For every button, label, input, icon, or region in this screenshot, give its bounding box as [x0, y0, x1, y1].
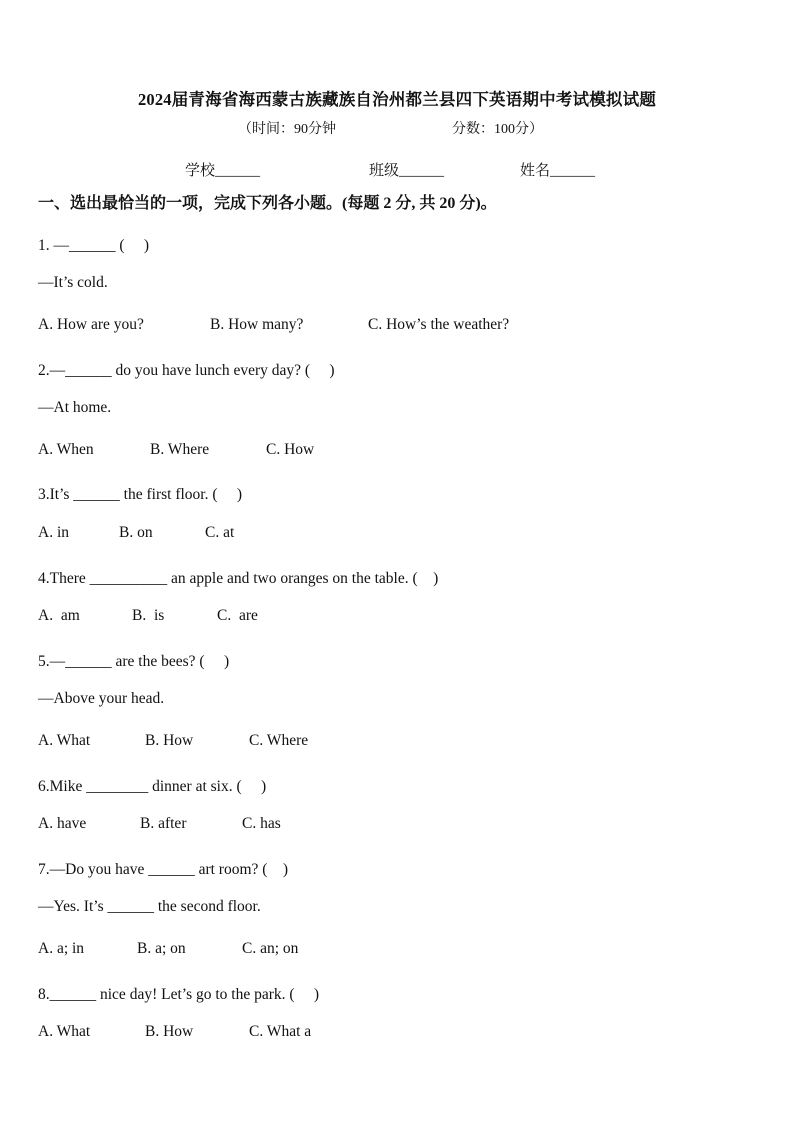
exam-time: （时间：90分钟	[238, 122, 336, 137]
question-2-stem: 2.—______ do you have lunch every day? ( )	[38, 362, 335, 379]
question-7-option-a: A. a; in	[38, 940, 85, 957]
school-field: 学校______	[185, 163, 261, 179]
question-8-option-a: A. What	[38, 1023, 91, 1040]
question-7-option-c: C. an; on	[242, 940, 299, 957]
question-5-option-b: B. How	[145, 732, 194, 749]
question-8-option-b: B. How	[145, 1023, 194, 1040]
question-7-answer-line: —Yes. It’s ______ the second floor.	[38, 898, 261, 915]
question-1-option-b: B. How many?	[210, 316, 304, 333]
question-5-option-a: A. What	[38, 732, 91, 749]
question-2-option-b: B. Where	[150, 441, 210, 458]
question-7-option-b: B. a; on	[137, 940, 186, 957]
exam-score: 分数：100分）	[452, 122, 543, 137]
question-1-stem: 1. —______ ( )	[38, 237, 150, 254]
question-4-stem: 4.There __________ an apple and two oranges on the table. ( )	[38, 570, 439, 587]
question-7-stem: 7.—Do you have ______ art room? ( )	[38, 861, 289, 878]
question-6-option-c: C. has	[242, 815, 281, 832]
question-2-answer-line: —At home.	[38, 399, 112, 416]
question-1-answer-line: —It’s cold.	[38, 274, 108, 291]
question-3-option-a: A. in	[38, 524, 69, 541]
question-6-option-b: B. after	[140, 815, 187, 832]
question-5-option-c: C. Where	[249, 732, 309, 749]
exam-title: 2024届青海省海西蒙古族藏族自治州都兰县四下英语期中考试模拟试题	[137, 90, 657, 109]
question-4-option-a: A. am	[38, 607, 80, 624]
question-2-option-a: A. When	[38, 441, 94, 458]
question-1-option-c: C. How’s the weather?	[368, 316, 510, 333]
question-3-option-c: C. at	[205, 524, 235, 541]
section-title: 一、选出最恰当的一项，完成下列各小题。(每题 2 分, 共 20 分)。	[38, 195, 497, 212]
question-8-stem: 8.______ nice day! Let’s go to the park. ( )	[38, 986, 320, 1003]
question-6-option-a: A. have	[38, 815, 87, 832]
question-1-option-a: A. How are you?	[38, 316, 144, 333]
question-3-option-b: B. on	[119, 524, 153, 541]
question-3-stem: 3.It’s ______ the first floor. ( )	[38, 486, 243, 503]
question-4-option-c: C. are	[217, 607, 258, 624]
class-field: 班级______	[369, 163, 445, 179]
name-field: 姓名______	[520, 163, 596, 179]
question-2-option-c: C. How	[266, 441, 315, 458]
question-8-option-c: C. What a	[249, 1023, 312, 1040]
question-6-stem: 6.Mike ________ dinner at six. ( )	[38, 778, 267, 795]
question-5-answer-line: —Above your head.	[38, 690, 165, 707]
question-4-option-b: B. is	[132, 607, 165, 624]
question-5-stem: 5.—______ are the bees? ( )	[38, 653, 230, 670]
